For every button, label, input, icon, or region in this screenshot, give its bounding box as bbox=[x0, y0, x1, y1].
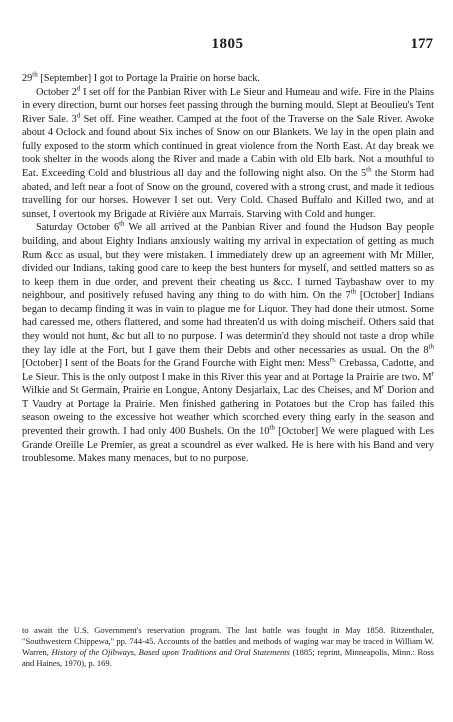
running-header bbox=[22, 36, 433, 56]
footnote-text: to await the U.S. Government's reservation program. The last battle was fought in May 1858. Ritzenthaler, "Southwestern Chippewa," pp. 744-45. Accounts of the battles and methods of waging war may be traced in William W. Warren, History of the Ojibways, Based upon Traditions and Oral Statements (1885; reprint, Minneapolis, Minn.: Ross and Haines, 1970), p. 169. bbox=[22, 625, 434, 668]
running-head-year: 1805 bbox=[211, 36, 244, 52]
journal-entry: 29th [September] I got to Portage la Prairie on horse back. bbox=[22, 70, 260, 84]
journal-entry: Saturday October 6th We all arrived at the Panbian River and found the Hudson Bay people building, and about Eighty Indians anxiously waiting my arrival in expectation of getting as much Rum &cc as usual, but they were mistaken. I immediately drew up an agreement with Mr Miller, divided our Indians, taking good care to keep the best hunters for myself, and settled matters so as to keep them in due order, and prevent their cheating us &cc. I turned Taybashaw over to my neighbour, and positively refused having any thing to do with him. On the 7th [October] Indians began to decamp finding it was in vain to plague me for Liquor. They had done their utmost. Some had caressed me, others flattered, and some had threaten'd us with doing mischeif. Others said that they would not hunt, &c but all to no purpose. I was determin'd they should not taste a drop while they lay idle at the Fort, but I gave them their Debts and other necessaries as usual. On the 8th [October] I sent of the Boats for the Grand Fourche with Eight men: Mess$^{rs.}$ Crebassa, Cadotte, and Le Sieur. This is the only outpost I make in this River this year and at Portage la Prairie are two. $M^r$ Wilkie and St Germain, Prairie en Longue, Antony Desjarlaix, Lac des Cheises, and $M^r$ Dorion and T Vaudry at Portage la Prairie. Men finished gathering in Potatoes but the Crop has failed this season oweing to the excessive hot weather which scorched every thing early in the season and prevented their growth. I had only 400 Bushels. On the 10th [October] We were plagued with Les Grande Oreille Le Premier, as great a scoundrel as ever walked. He is here with his Band and very troublesome. Makes many menaces, but to no purpose. bbox=[22, 219, 434, 465]
journal-entry: October 2$^d$ I set off for the Panbian River with Le Sieur and Humeau and wife. Fire in the Plains in every direction, burnt our horses feet passing through the burning mould. Slept at Beoulieu's Tent River Sale. 3$^d$ Set off. Fine weather. Camped at the foot of the Traverse on the Sale River. Awoke about 4 Oclock and found about Six inches of Snow on our Blankets. We lay in the open plain and fully exposed to the storm which continued in great violence from the North East. At day break we took shelter in the woods along the River and made a Cabin with old Elb bark. Not a mouthful to Eat. Exceeding Cold and blustrious all day and the following night also. On the 5th the Storm had abated, and left near a foot of Snow on the ground, covered with a strong crust, and made it tedious travelling for our horses. However I set out. Very Cold. Chased Buffalo and Killed two, and at sunset, I overtook my Brigade at Rivière aux Marrais. Starving with Cold and hunger. bbox=[22, 84, 435, 220]
page-number: 177 bbox=[410, 36, 433, 52]
journal-text bbox=[22, 72, 434, 466]
footnote bbox=[22, 625, 434, 669]
